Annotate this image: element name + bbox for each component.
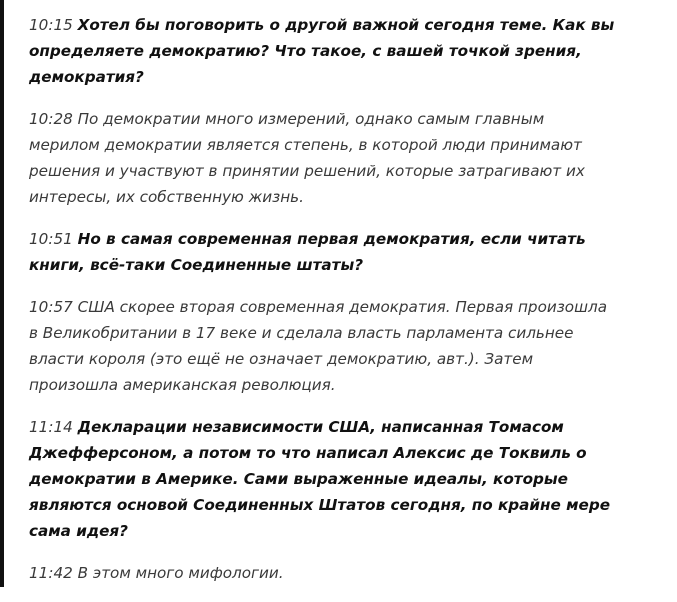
timestamp: 10:57 — [29, 298, 73, 316]
question-text: Декларации независимости США, написанная Томасом Джефферсоном, а потом то что написал Алексис де Токвиль о демократии в Америке. Сами выраженные идеалы, которые являются основой Соединенных Штатов сегодня, по крайне мере сама идея? — [29, 418, 611, 540]
transcript-entry-question — [29, 414, 619, 544]
timestamp: 11:14 — [29, 418, 73, 436]
transcript-entry-question — [29, 226, 619, 278]
answer-text: США скорее вторая современная демократия. Первая произошла в Великобритании в 17 веке и сделала власть парламента сильнее власти короля (это ещё не означает демократию, авт.). Затем произошла американская революция. — [29, 298, 608, 394]
transcript-entry-question — [29, 12, 619, 90]
timestamp: 10:51 — [29, 230, 73, 248]
transcript-entry-answer — [29, 106, 619, 210]
answer-text: В этом много мифологии. — [77, 564, 284, 582]
question-text: Но в самая современная первая демократия, если читать книги, всё-таки Соединенные штаты? — [29, 230, 586, 274]
interview-transcript — [29, 12, 619, 602]
timestamp: 11:42 — [29, 564, 73, 582]
quote-left-border — [0, 0, 4, 587]
transcript-entry-answer — [29, 294, 619, 398]
question-text: Хотел бы поговорить о другой важной сегодня теме. Как вы определяете демократию? Что такое, с вашей точкой зрения, демократия? — [29, 16, 615, 86]
answer-text: По демократии много измерений, однако самым главным мерилом демократии является степень, в которой люди принимают решения и участвуют в принятии решений, которые затрагивают их интересы, их собственную жизнь. — [29, 110, 585, 206]
timestamp: 10:15 — [29, 16, 73, 34]
timestamp: 10:28 — [29, 110, 73, 128]
transcript-entry-answer — [29, 560, 619, 586]
